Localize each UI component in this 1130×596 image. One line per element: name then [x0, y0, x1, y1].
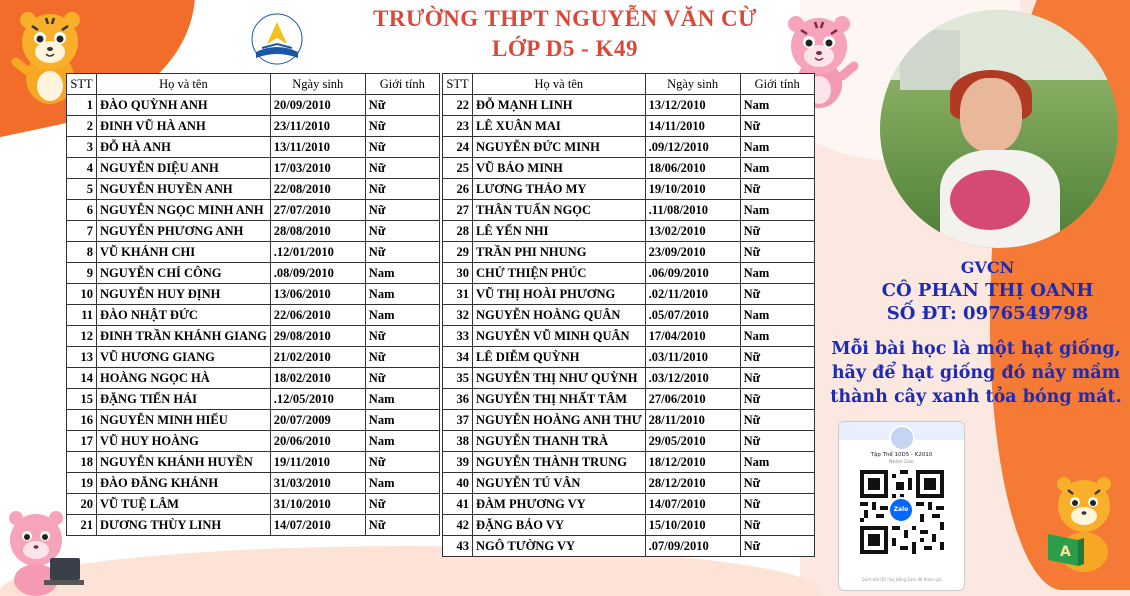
student-gender: Nữ [740, 284, 814, 305]
table-row [67, 347, 440, 368]
school-title: TRƯỜNG THPT NGUYỄN VĂN CỪ [373, 6, 757, 31]
student-stt: 11 [67, 305, 97, 326]
student-stt: 4 [67, 158, 97, 179]
table-row [67, 116, 440, 137]
zalo-qr-card[interactable] [838, 421, 965, 591]
student-dob: 31/03/2010 [270, 473, 365, 494]
student-stt: 37 [443, 410, 473, 431]
table-row [443, 368, 815, 389]
student-gender: Nữ [365, 368, 439, 389]
table-row [443, 284, 815, 305]
student-gender: Nữ [740, 242, 814, 263]
student-name: ĐẶNG BẢO VY [473, 515, 646, 536]
student-name: NGUYỄN VŨ MINH QUÂN [473, 326, 646, 347]
student-dob: 13/12/2010 [645, 95, 740, 116]
student-dob: 20/09/2010 [270, 95, 365, 116]
student-gender: Nam [740, 137, 814, 158]
table-row [67, 452, 440, 473]
student-stt: 7 [67, 221, 97, 242]
student-name: NGUYỄN ĐỨC MINH [473, 137, 646, 158]
student-name: ĐINH TRẦN KHÁNH GIANG [97, 326, 271, 347]
student-name: NGUYỄN CHÍ CÔNG [97, 263, 271, 284]
student-gender: Nữ [740, 515, 814, 536]
student-gender: Nữ [740, 389, 814, 410]
student-stt: 22 [443, 95, 473, 116]
column-header-dob: Ngày sinh [270, 74, 365, 95]
student-name: NGUYỄN MINH HIẾU [97, 410, 271, 431]
student-name: NGÔ TƯỜNG VY [473, 536, 646, 557]
zalo-badge: Zalo [888, 497, 914, 523]
student-gender: Nữ [740, 347, 814, 368]
student-stt: 33 [443, 326, 473, 347]
student-stt: 21 [67, 515, 97, 536]
student-dob: 17/04/2010 [645, 326, 740, 347]
student-gender: Nữ [740, 410, 814, 431]
student-gender: Nữ [740, 431, 814, 452]
photo-face [960, 78, 1022, 152]
student-gender: Nữ [365, 221, 439, 242]
table-row [443, 431, 815, 452]
table-row [443, 137, 815, 158]
student-table-left [66, 73, 440, 536]
table-row [443, 179, 815, 200]
student-name: ĐINH VŨ HÀ ANH [97, 116, 271, 137]
student-gender: Nam [365, 410, 439, 431]
table-row [67, 368, 440, 389]
student-dob: .05/07/2010 [645, 305, 740, 326]
student-stt: 38 [443, 431, 473, 452]
student-dob: 17/03/2010 [270, 158, 365, 179]
student-dob: 27/07/2010 [270, 200, 365, 221]
student-stt: 18 [67, 452, 97, 473]
student-dob: .08/09/2010 [270, 263, 365, 284]
student-name: ĐỖ HÀ ANH [97, 137, 271, 158]
table-row [443, 263, 815, 284]
student-stt: 3 [67, 137, 97, 158]
student-name: LƯƠNG THẢO MY [473, 179, 646, 200]
student-gender: Nữ [740, 368, 814, 389]
student-dob: 18/12/2010 [645, 452, 740, 473]
student-dob: 23/11/2010 [270, 116, 365, 137]
student-gender: Nam [365, 431, 439, 452]
table-row [443, 116, 815, 137]
student-gender: Nữ [365, 137, 439, 158]
student-gender: Nam [365, 284, 439, 305]
student-stt: 30 [443, 263, 473, 284]
student-name: ĐÀM PHƯƠNG VY [473, 494, 646, 515]
school-logo-icon [246, 12, 308, 66]
student-gender: Nữ [740, 179, 814, 200]
table-header-row [67, 74, 440, 95]
table-row [443, 473, 815, 494]
table-row [443, 221, 815, 242]
student-dob: 22/06/2010 [270, 305, 365, 326]
student-gender: Nam [740, 158, 814, 179]
table-row [67, 263, 440, 284]
student-gender: Nam [740, 326, 814, 347]
tiger-sticker-book-icon [1040, 474, 1126, 574]
student-stt: 12 [67, 326, 97, 347]
student-name: NGUYỄN TÚ VÂN [473, 473, 646, 494]
student-name: NGUYỄN NGỌC MINH ANH [97, 200, 271, 221]
teacher-photo [880, 10, 1118, 248]
student-gender: Nữ [365, 95, 439, 116]
student-gender: Nữ [365, 494, 439, 515]
table-row [67, 200, 440, 221]
student-gender: Nữ [365, 158, 439, 179]
table-row [67, 389, 440, 410]
table-row [67, 515, 440, 536]
student-stt: 43 [443, 536, 473, 557]
student-name: NGUYỄN HUY ĐỊNH [97, 284, 271, 305]
table-row [443, 515, 815, 536]
student-dob: 20/07/2009 [270, 410, 365, 431]
student-dob: 13/11/2010 [270, 137, 365, 158]
student-gender: Nam [740, 263, 814, 284]
student-dob: 13/02/2010 [645, 221, 740, 242]
student-stt: 40 [443, 473, 473, 494]
student-stt: 35 [443, 368, 473, 389]
quote-line-1: Mỗi bài học là một hạt giống, [831, 339, 1121, 359]
table-row [67, 95, 440, 116]
student-gender: Nữ [365, 515, 439, 536]
student-stt: 1 [67, 95, 97, 116]
student-stt: 34 [443, 347, 473, 368]
student-dob: 21/02/2010 [270, 347, 365, 368]
student-gender: Nam [740, 452, 814, 473]
student-stt: 41 [443, 494, 473, 515]
student-stt: 9 [67, 263, 97, 284]
table-row [67, 158, 440, 179]
student-name: NGUYỄN HOÀNG ANH THƯ [473, 410, 646, 431]
table-row [67, 305, 440, 326]
table-row [67, 221, 440, 242]
student-name: ĐẶNG TIẾN HẢI [97, 389, 271, 410]
table-row [443, 536, 815, 557]
student-stt: 2 [67, 116, 97, 137]
student-name: NGUYỄN THANH TRÀ [473, 431, 646, 452]
student-name: NGUYỄN THỊ NHƯ QUỲNH [473, 368, 646, 389]
student-stt: 10 [67, 284, 97, 305]
student-gender: Nữ [740, 473, 814, 494]
student-stt: 17 [67, 431, 97, 452]
table-row [67, 137, 440, 158]
student-dob: .06/09/2010 [645, 263, 740, 284]
qr-group-subtitle: Nhóm Zalo [889, 460, 914, 465]
student-stt: 36 [443, 389, 473, 410]
quote-line-2: hãy để hạt giống đó nảy mầm [831, 363, 1121, 383]
student-dob: 14/07/2010 [270, 515, 365, 536]
student-stt: 14 [67, 368, 97, 389]
student-gender: Nữ [365, 200, 439, 221]
student-dob: 29/05/2010 [645, 431, 740, 452]
student-name: NGUYỄN THÀNH TRUNG [473, 452, 646, 473]
column-header-stt: STT [443, 74, 473, 95]
qr-group-title: Tập Thể 10D5 - K2010 [870, 452, 933, 458]
table-row [443, 326, 815, 347]
teacher-name: CÔ PHAN THỊ OANH [881, 280, 1094, 301]
student-stt: 20 [67, 494, 97, 515]
student-name: ĐÀO NHẬT ĐỨC [97, 305, 271, 326]
student-dob: 18/06/2010 [645, 158, 740, 179]
student-name: HOÀNG NGỌC HÀ [97, 368, 271, 389]
student-stt: 19 [67, 473, 97, 494]
table-row [443, 410, 815, 431]
student-dob: 20/06/2010 [270, 431, 365, 452]
student-dob: 28/12/2010 [645, 473, 740, 494]
student-dob: 19/11/2010 [270, 452, 365, 473]
student-dob: .09/12/2010 [645, 137, 740, 158]
column-header-stt: STT [67, 74, 97, 95]
student-gender: Nam [740, 305, 814, 326]
table-row [443, 95, 815, 116]
table-row [67, 410, 440, 431]
student-stt: 8 [67, 242, 97, 263]
student-name: VŨ KHÁNH CHI [97, 242, 271, 263]
student-gender: Nữ [740, 116, 814, 137]
student-gender: Nữ [365, 452, 439, 473]
student-gender: Nam [365, 305, 439, 326]
table-row [443, 347, 815, 368]
table-row [443, 389, 815, 410]
table-row [443, 305, 815, 326]
student-stt: 39 [443, 452, 473, 473]
student-name: NGUYỄN THỊ NHẤT TÂM [473, 389, 646, 410]
student-dob: 15/10/2010 [645, 515, 740, 536]
student-name: LÊ XUÂN MAI [473, 116, 646, 137]
student-stt: 31 [443, 284, 473, 305]
student-gender: Nữ [365, 347, 439, 368]
table-row [67, 326, 440, 347]
table-row [67, 242, 440, 263]
student-dob: 27/06/2010 [645, 389, 740, 410]
teacher-phone: SỐ ĐT: 0976549798 [886, 303, 1089, 324]
student-dob: 23/09/2010 [645, 242, 740, 263]
student-name: NGUYỄN DIỆU ANH [97, 158, 271, 179]
student-stt: 16 [67, 410, 97, 431]
student-gender: Nữ [740, 536, 814, 557]
student-dob: .07/09/2010 [645, 536, 740, 557]
student-table-right [442, 73, 815, 557]
student-dob: 14/11/2010 [645, 116, 740, 137]
student-name: THÂN TUẤN NGỌC [473, 200, 646, 221]
student-name: ĐÀO QUỲNH ANH [97, 95, 271, 116]
student-name: ĐỖ MẠNH LINH [473, 95, 646, 116]
table-row [67, 473, 440, 494]
group-avatar [889, 425, 915, 451]
student-gender: Nam [740, 200, 814, 221]
student-name: VŨ BẢO MINH [473, 158, 646, 179]
student-name: VŨ THỊ HOÀI PHƯƠNG [473, 284, 646, 305]
table-row [67, 494, 440, 515]
student-name: VŨ HƯƠNG GIANG [97, 347, 271, 368]
student-gender: Nữ [365, 116, 439, 137]
student-gender: Nữ [365, 179, 439, 200]
student-stt: 26 [443, 179, 473, 200]
student-gender: Nam [365, 473, 439, 494]
table-row [443, 494, 815, 515]
student-stt: 32 [443, 305, 473, 326]
student-dob: 31/10/2010 [270, 494, 365, 515]
student-dob: .12/05/2010 [270, 389, 365, 410]
photo-lotus-flowers [950, 170, 1030, 230]
student-stt: 13 [67, 347, 97, 368]
column-header-name: Họ và tên [97, 74, 271, 95]
student-name: NGUYỄN PHƯƠNG ANH [97, 221, 271, 242]
student-name: NGUYỄN KHÁNH HUYỀN [97, 452, 271, 473]
table-row [67, 284, 440, 305]
table-row [443, 158, 815, 179]
student-dob: 28/11/2010 [645, 410, 740, 431]
student-dob: .02/11/2010 [645, 284, 740, 305]
class-title: LỚP D5 - K49 [492, 36, 638, 61]
column-header-dob: Ngày sinh [645, 74, 740, 95]
student-name: VŨ TUỆ LÂM [97, 494, 271, 515]
student-stt: 25 [443, 158, 473, 179]
photo-building [900, 30, 960, 90]
column-header-gender: Giới tính [365, 74, 439, 95]
student-dob: 29/08/2010 [270, 326, 365, 347]
student-dob: .12/01/2010 [270, 242, 365, 263]
student-dob: .03/12/2010 [645, 368, 740, 389]
table-row [443, 242, 815, 263]
student-stt: 42 [443, 515, 473, 536]
student-name: DƯƠNG THÙY LINH [97, 515, 271, 536]
quote-line-3: thành cây xanh tỏa bóng mát. [830, 387, 1122, 407]
student-stt: 23 [443, 116, 473, 137]
student-gender: Nam [365, 263, 439, 284]
student-dob: 14/07/2010 [645, 494, 740, 515]
student-dob: 13/06/2010 [270, 284, 365, 305]
student-name: CHỬ THIỆN PHÚC [473, 263, 646, 284]
student-dob: .11/08/2010 [645, 200, 740, 221]
student-dob: 22/08/2010 [270, 179, 365, 200]
student-stt: 15 [67, 389, 97, 410]
student-stt: 29 [443, 242, 473, 263]
student-gender: Nữ [740, 494, 814, 515]
student-gender: Nữ [365, 242, 439, 263]
student-name: ĐÀO ĐĂNG KHÁNH [97, 473, 271, 494]
student-gender: Nam [365, 389, 439, 410]
student-name: NGUYỄN HOÀNG QUÂN [473, 305, 646, 326]
student-gender: Nữ [365, 326, 439, 347]
column-header-name: Họ và tên [473, 74, 646, 95]
svg-text:A: A [1060, 544, 1071, 560]
student-name: LÊ DIỄM QUỲNH [473, 347, 646, 368]
student-name: VŨ HUY HOÀNG [97, 431, 271, 452]
student-gender: Nữ [740, 221, 814, 242]
student-stt: 6 [67, 200, 97, 221]
student-dob: 18/02/2010 [270, 368, 365, 389]
table-header-row [443, 74, 815, 95]
table-row [443, 452, 815, 473]
student-name: LÊ YẾN NHI [473, 221, 646, 242]
student-stt: 28 [443, 221, 473, 242]
table-row [67, 431, 440, 452]
column-header-gender: Giới tính [740, 74, 814, 95]
student-dob: 19/10/2010 [645, 179, 740, 200]
student-gender: Nam [740, 95, 814, 116]
student-stt: 24 [443, 137, 473, 158]
table-row [443, 200, 815, 221]
teacher-role: GVCN [960, 258, 1015, 277]
student-dob: 28/08/2010 [270, 221, 365, 242]
student-name: NGUYỄN HUYỀN ANH [97, 179, 271, 200]
student-stt: 5 [67, 179, 97, 200]
qr-footer-text: Quét mã QR này bằng Zalo để tham gia [861, 577, 942, 582]
table-row [67, 179, 440, 200]
student-name: TRẦN PHI NHUNG [473, 242, 646, 263]
student-dob: .03/11/2010 [645, 347, 740, 368]
student-stt: 27 [443, 200, 473, 221]
